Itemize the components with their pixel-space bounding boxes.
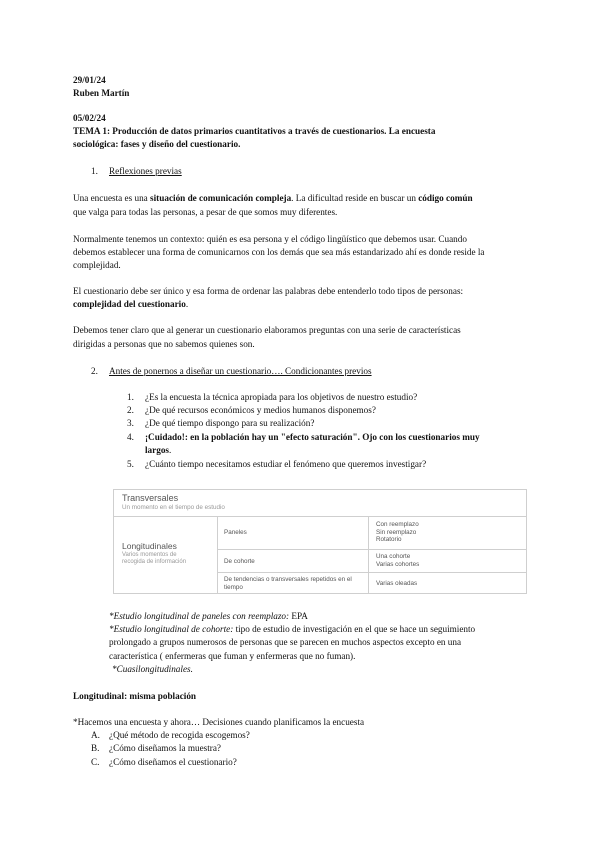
table-left-cell bbox=[114, 517, 218, 593]
study-types-table bbox=[113, 489, 527, 594]
list-item: ¿Cuánto tiempo necesitamos estudiar el fenómeno que queremos investigar? bbox=[145, 459, 427, 469]
cell-line: De tendencias o transversales repetidos en el bbox=[224, 576, 352, 583]
list-item: ¿Es la encuesta la técnica apropiada para los objetivos de nuestro estudio? bbox=[145, 392, 418, 402]
list-item-continuation bbox=[145, 444, 171, 456]
subtype: Rotatorio bbox=[376, 536, 402, 543]
lettered-item: ¿Cómo diseñamos la muestra? bbox=[109, 743, 222, 753]
table-title: Transversales bbox=[122, 493, 179, 503]
subtype: Una cohorte bbox=[376, 553, 411, 560]
list-item-number: 3. bbox=[127, 418, 134, 428]
table-row bbox=[218, 517, 526, 550]
list-item-number: 4. bbox=[127, 432, 134, 442]
subtype: Varias cohortes bbox=[376, 560, 420, 568]
section-1-title: Reflexiones previas bbox=[109, 166, 182, 176]
section-2-title: Antes de ponernos a diseñar un cuestionario…. Condicionantes previos bbox=[109, 366, 372, 376]
list-item: ¿De qué recursos económicos y medios humanos disponemos? bbox=[145, 405, 376, 415]
note-3: *Cuasilongitudinales. bbox=[112, 664, 193, 674]
note-1-label: *Estudio longitudinal de paneles con reemplazo: bbox=[109, 611, 290, 621]
list-item-number: 1. bbox=[127, 392, 134, 402]
note-2-line-3: característica ( enfermeras que fuman y enfermeras que no fuman). bbox=[109, 651, 356, 661]
section-2-number: 2. bbox=[91, 366, 98, 376]
list-item: ¿De qué tiempo dispongo para su realización? bbox=[145, 418, 315, 428]
table-cell-subtypes bbox=[376, 553, 419, 568]
lettered-item-letter: C. bbox=[91, 757, 100, 767]
paragraph-2-line-1: Normalmente tenemos un contexto: quién es esa persona y el código lingüístico que debemos usar. Cuando bbox=[73, 234, 467, 244]
table-row bbox=[218, 573, 526, 593]
list-item-bold: largos bbox=[145, 445, 169, 455]
table-cell-text: Paneles bbox=[224, 529, 247, 536]
table-header bbox=[114, 490, 526, 517]
p1-text-c: . La dificultad reside en buscar un bbox=[291, 193, 419, 203]
left-sub-2: recogida de información bbox=[122, 559, 187, 565]
paragraph-4-line-1: Debemos tener claro que al generar un cuestionario elaboramos preguntas con una serie de características bbox=[73, 325, 461, 335]
section-1-number: 1. bbox=[91, 166, 98, 176]
note-1-text: EPA bbox=[289, 611, 308, 621]
table-cell-text bbox=[224, 576, 352, 591]
list-item-end: . bbox=[169, 445, 172, 455]
author-name: Ruben Martín bbox=[73, 88, 130, 98]
list-item-number: 2. bbox=[127, 405, 134, 415]
p1-text-a: Una encuesta es una bbox=[73, 193, 151, 203]
table-cell-subtypes bbox=[376, 521, 419, 544]
note-2-label: *Estudio longitudinal de cohorte: bbox=[109, 624, 234, 634]
tema-title-line-1: TEMA 1: Producción de datos primarios cuantitativos a través de cuestionarios. La encuesta bbox=[73, 126, 436, 136]
list-item: ¡Cuidado!: en la población hay un "efecto saturación". Ojo con los cuestionarios muy bbox=[145, 432, 480, 442]
lettered-item-letter: B. bbox=[91, 743, 100, 753]
paragraph-1-line-1 bbox=[73, 192, 473, 204]
note-1 bbox=[109, 610, 308, 622]
table-row bbox=[218, 550, 526, 573]
paragraph-2-line-3: complejidad. bbox=[73, 260, 121, 270]
left-sub-1: Varios momentos de bbox=[122, 552, 177, 558]
note-2-line-1 bbox=[109, 623, 475, 635]
p3-end: . bbox=[185, 299, 189, 309]
date-1: 29/01/24 bbox=[73, 75, 106, 85]
paragraph-3-line-1: El cuestionario debe ser único y esa forma de ordenar las palabras debe entenderlo todo tipos de personas: bbox=[73, 286, 464, 296]
note-2-line-2: prolongado a grupos numerosos de personas que se parecen en muchos aspectos excepto en una bbox=[109, 637, 462, 647]
p3-bold: complejidad del cuestionario bbox=[73, 299, 186, 309]
longitudinal-label: Longitudinales bbox=[122, 541, 177, 551]
paragraph-1-line-2: que valga para todas las personas, a pesar de que somos muy diferentes. bbox=[73, 207, 338, 217]
list-item-number: 5. bbox=[127, 459, 134, 469]
date-2: 05/02/24 bbox=[73, 113, 106, 123]
paragraph-4-line-2: dirigidas a personas que no sabemos quienes son. bbox=[73, 339, 255, 349]
cell-line: tiempo bbox=[224, 583, 243, 591]
note-2-text: tipo de estudio de investigación en el que se hace un seguimiento bbox=[233, 624, 476, 634]
decisions-intro: *Hacemos una encuesta y ahora… Decisiones cuando planificamos la encuesta bbox=[73, 717, 365, 727]
longitudinal-heading: Longitudinal: misma población bbox=[73, 691, 197, 701]
subtype: Con reemplazo bbox=[376, 521, 419, 528]
paragraph-2-line-2: debemos establecer una forma de comunicarnos con los demás que sea más estandarizado ahí es donde reside la bbox=[73, 247, 485, 257]
table-subtitle: Un momento en el tiempo de estudio bbox=[122, 504, 225, 511]
lettered-item-letter: A. bbox=[91, 730, 100, 740]
table-cell-subtypes: Varias oleadas bbox=[376, 580, 418, 587]
paragraph-3-line-2 bbox=[73, 298, 188, 310]
p1-text-d: código común bbox=[418, 193, 473, 203]
longitudinal-sub bbox=[122, 552, 186, 566]
table-cell-text: De cohorte bbox=[224, 558, 255, 565]
subtype: Sin reemplazo bbox=[376, 528, 417, 536]
lettered-item: ¿Qué método de recogida escogemos? bbox=[109, 730, 250, 740]
tema-title-line-2: sociológica: fases y diseño del cuestionario. bbox=[73, 139, 241, 149]
p1-text-b: situación de comunicación compleja bbox=[150, 193, 292, 203]
lettered-item: ¿Cómo diseñamos el cuestionario? bbox=[109, 757, 237, 767]
